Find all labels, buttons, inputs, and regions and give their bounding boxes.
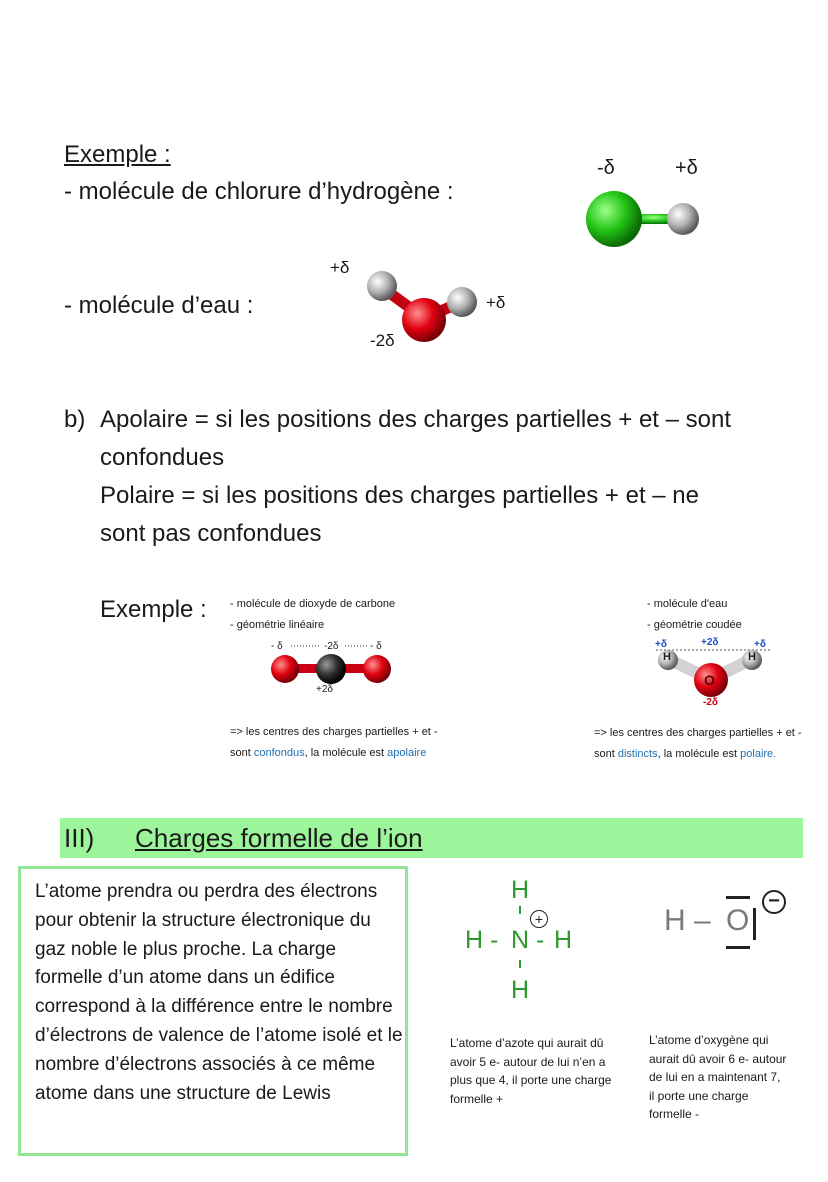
exemple2-title: Exemple : <box>100 596 207 623</box>
co2-geometry: - géométrie linéaire <box>230 619 325 631</box>
section-number: III) <box>64 823 95 853</box>
section-title: Charges formelle de l’ion <box>135 823 423 853</box>
co2-delta-right: - δ <box>370 641 382 652</box>
polaire-definition-cont: sont pas confondues <box>100 520 322 547</box>
co2-delta-bottom: +2δ <box>316 684 333 695</box>
ammonium-h-bottom: H <box>511 976 530 1004</box>
co2-conclusion-line2: sont confondus, la molécule est apolaire <box>230 747 427 759</box>
h2o-keyword-distincts: distincts <box>617 748 658 760</box>
apolaire-definition-cont: confondues <box>100 444 225 471</box>
oxygen-atom <box>402 298 446 342</box>
chlorine-atom <box>586 191 642 247</box>
h2o-keyword-polaire: polaire. <box>740 748 777 760</box>
hcl-partial-minus: -δ <box>597 157 615 179</box>
ammonium-h-right: H <box>554 926 573 954</box>
hcl-molecule <box>580 185 710 250</box>
h2o-o: O <box>704 672 715 688</box>
hydrogen-atom <box>667 203 699 235</box>
co2-conclusion: => les centres des charges partielles + et - <box>230 726 438 738</box>
positive-charge-icon: + <box>530 910 548 928</box>
hcl-partial-plus: +δ <box>675 157 698 179</box>
water-partial-minus: -2δ <box>370 331 395 350</box>
h2o-geometry: - géométrie coudée <box>647 619 742 631</box>
h2o-delta-mid: +2δ <box>701 637 719 648</box>
hydroxide-lewis: H – O − <box>660 890 800 960</box>
hydrogen-atom <box>367 271 397 301</box>
water-molecule-3d <box>358 262 488 347</box>
co2-delta-mid: -2δ <box>324 641 339 652</box>
water-partial-plus-top: +δ <box>330 258 350 277</box>
carbon-atom <box>316 654 346 684</box>
co2-keyword-apolaire: apolaire <box>387 747 427 759</box>
definition-text: L’atome prendra ou perdra des électrons pour obtenir la structure électronique du gaz noble le plus proche. La charge formelle d’un atome dans un édifice correspond à la différence entre le nombre d’électrons de valence de l’atome isolé et le nombre d’électrons associés à ce même atome dans une structure de Lewis <box>35 881 403 1104</box>
ammonium-h-top: H <box>511 876 530 904</box>
ammonium-caption: L’atome d’azote qui aurait dû avoir 5 e- autour de lui n’en a plus que 4, il porte une charge formelle + <box>450 1036 612 1106</box>
co2-delta-left: - δ <box>271 641 283 652</box>
exemple-title: Exemple : <box>64 141 171 168</box>
polaire-definition: Polaire = si les positions des charges partielles + et – ne <box>100 482 700 509</box>
hcl-label: - molécule de chlorure d’hydrogène : <box>64 178 454 205</box>
oxygen-atom <box>363 655 391 683</box>
hydrogen-atom <box>447 287 477 317</box>
hydroxide-caption: L’atome d’oxygène qui aurait dû avoir 6 e- autour de lui en a maintenant 7, il porte une charge formelle - <box>649 1033 787 1121</box>
oxygen-atom <box>271 655 299 683</box>
h2o-delta-left: +δ <box>655 639 667 650</box>
h2o-conclusion: => les centres des charges partielles + et - <box>594 727 802 739</box>
water-partial-plus-right: +δ <box>486 293 506 312</box>
h2o-label: - molécule d'eau <box>647 598 728 610</box>
water-label: - molécule d’eau : <box>64 292 254 319</box>
negative-charge-icon: − <box>762 890 786 914</box>
h2o-delta-right: +δ <box>754 639 766 650</box>
ammonium-h-left: H <box>465 926 484 954</box>
section-b-marker: b) <box>64 406 86 433</box>
h2o-delta-bottom: -2δ <box>703 697 718 708</box>
hydroxide-h: H <box>664 904 686 937</box>
h2o-h-right: H <box>748 651 756 663</box>
ammonium-lewis: H H - N - H H + <box>465 876 573 1004</box>
hydroxide-o: O <box>726 904 750 937</box>
h2o-conclusion-line2: sont distincts, la molécule est polaire. <box>594 748 777 760</box>
co2-keyword-confondus: confondus <box>253 747 305 759</box>
co2-label: - molécule de dioxyde de carbone <box>230 598 396 610</box>
apolaire-definition: Apolaire = si les positions des charges partielles + et – sont <box>100 406 732 433</box>
ammonium-n: N <box>511 926 530 954</box>
co2-molecule <box>265 644 395 686</box>
h2o-h-left: H <box>663 651 671 663</box>
